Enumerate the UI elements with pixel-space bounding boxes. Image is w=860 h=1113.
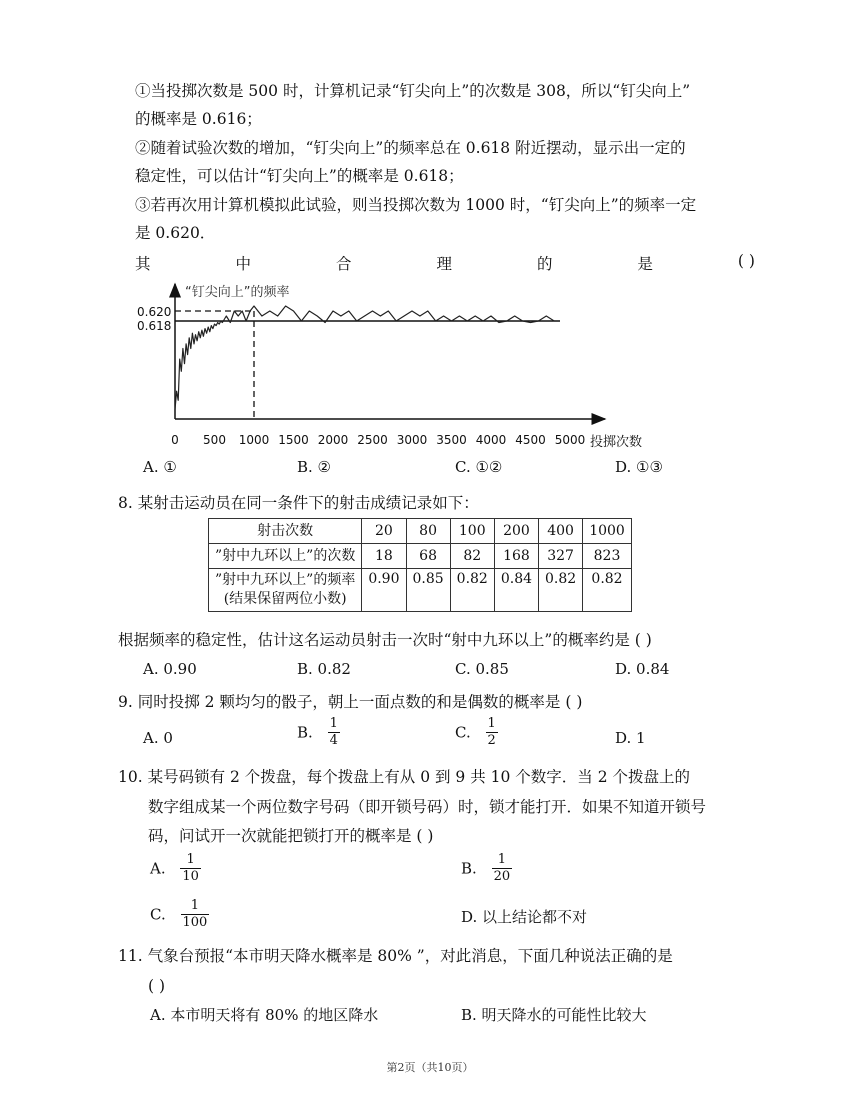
table-cell: 80	[406, 519, 450, 544]
q7-word: 是	[637, 255, 653, 273]
x-tick-label: 1000	[238, 433, 270, 447]
x-tick-label: 2500	[357, 433, 388, 447]
q7-option-d[interactable]: D. ①③	[615, 458, 663, 476]
q7-statement-1-line-2: 的概率是 0.616；	[135, 110, 262, 128]
q7-answer-bracket: ( )	[737, 252, 755, 270]
q8-question: 根据频率的稳定性，估计这名运动员射击一次时“射中九环以上”的概率约是 ( )	[118, 631, 652, 649]
q7-statement-2-line-1: ②随着试验次数的增加，“钉尖向上”的频率总在 0.618 附近摆动，显示出一定的	[135, 139, 686, 157]
q7-option-c[interactable]: C. ①②	[455, 458, 503, 476]
q7-statement-2-line-2: 稳定性，可以估计“钉尖向上”的概率是 0.618；	[135, 167, 464, 185]
fraction-numerator: 1	[492, 852, 513, 869]
table-row	[209, 519, 632, 544]
q10-line-3: 码，问试开一次就能把锁打开的概率是 ( )	[148, 827, 434, 845]
q7-word: 中	[235, 255, 251, 273]
table-cell: 68	[406, 544, 450, 569]
x-tick-label: 1500	[278, 433, 309, 447]
q8-option-a[interactable]: A. 0.90	[143, 660, 197, 678]
x-tick-label: 4500	[515, 433, 546, 447]
q7-question-line	[135, 252, 755, 274]
fraction-denominator: 100	[182, 915, 208, 930]
q10-a-label: A.	[150, 859, 166, 878]
q9-c-label: C.	[455, 723, 471, 742]
q11-line-1: 11. 气象台预报“本市明天降水概率是 80% ”，对此消息，下面几种说法正确的是	[118, 947, 673, 965]
q9-option-b[interactable]	[297, 716, 340, 749]
fraction-denominator: 10	[182, 869, 199, 884]
page-footer: 第2页（共10页）	[386, 1061, 474, 1074]
q7-statement-3-line-1: ③若再次用计算机模拟此试验，则当投掷次数为 1000 时，“钉尖向上”的频率一定	[135, 196, 697, 214]
table-cell: 1000	[583, 519, 632, 544]
q8-option-d[interactable]: D. 0.84	[615, 660, 670, 678]
fraction-denominator: 4	[329, 733, 338, 748]
q11-option-a[interactable]: A. 本市明天将有 80% 的地区降水	[150, 1006, 379, 1024]
q7-option-a[interactable]: A. ①	[143, 458, 177, 476]
table-header-cell: ”射中九环以上”的次数	[209, 544, 362, 569]
x-axis-label: 投掷次数	[590, 435, 643, 450]
q9-option-c[interactable]	[455, 716, 498, 749]
q7-option-b[interactable]: B. ②	[297, 458, 332, 476]
freq-header-line-2: (结果保留两位小数)	[223, 591, 347, 607]
fraction-numerator: 1	[329, 716, 338, 731]
y-tick-0618: 0.618	[137, 319, 172, 333]
table-cell: 82	[450, 544, 494, 569]
x-tick-label: 0	[171, 433, 179, 447]
q10-option-c[interactable]	[150, 898, 209, 931]
fraction	[486, 716, 498, 749]
q7-word: 合	[335, 255, 352, 273]
fraction	[180, 852, 201, 885]
table-row	[209, 569, 632, 612]
q11-option-b[interactable]: B. 明天降水的可能性比较大	[461, 1006, 647, 1024]
fraction	[492, 852, 513, 885]
q8-option-b[interactable]: B. 0.82	[297, 660, 351, 678]
q10-c-label: C.	[150, 905, 166, 924]
q7-statement-1-line-1: ①当投掷次数是 500 时，计算机记录“钉尖向上”的次数是 308，所以“钉尖向上”	[135, 82, 691, 100]
q11-line-2: ( )	[148, 977, 166, 995]
frequency-chart	[0, 278, 860, 458]
table-cell: 0.82	[539, 569, 583, 612]
q8-option-c[interactable]: C. 0.85	[455, 660, 509, 678]
q7-word: 其	[135, 255, 151, 273]
q10-option-d[interactable]: D. 以上结论都不对	[461, 908, 588, 926]
fraction-numerator: 1	[180, 852, 201, 869]
table-cell: 20	[362, 519, 406, 544]
plot-area	[175, 306, 560, 419]
table-header-cell: 射击次数	[209, 519, 362, 544]
q7-statement-3-line-2: 是 0.620．	[135, 224, 216, 242]
q10-line-2: 数字组成某一个两位数字号码（即开锁号码）时，锁才能打开．如果不知道开锁号	[148, 798, 707, 816]
shooting-table	[208, 518, 632, 612]
freq-header-line-1: ”射中九环以上”的频率	[215, 572, 356, 588]
y-tick-0620: 0.620	[137, 305, 172, 319]
table-header-cell	[209, 569, 362, 612]
table-cell: 0.84	[494, 569, 538, 612]
x-tick-label: 4000	[475, 433, 507, 447]
table-cell: 168	[494, 544, 538, 569]
table-cell: 327	[539, 544, 583, 569]
fraction-denominator: 2	[487, 733, 496, 748]
table-cell: 100	[450, 519, 494, 544]
fraction	[328, 716, 340, 749]
q9-option-d[interactable]: D. 1	[615, 729, 646, 747]
table-cell: 400	[539, 519, 583, 544]
table-row	[209, 544, 632, 569]
q10-option-b[interactable]	[461, 852, 512, 885]
fraction-denominator: 20	[493, 869, 511, 884]
table-cell: 0.82	[450, 569, 494, 612]
table-cell: 823	[583, 544, 632, 569]
q8-prompt: 8. 某射击运动员在同一条件下的射击成绩记录如下：	[118, 494, 479, 512]
fraction-numerator: 1	[181, 898, 210, 915]
x-tick-label: 3500	[436, 433, 467, 447]
q10-b-label: B.	[461, 859, 477, 878]
fraction-numerator: 1	[487, 716, 496, 731]
table-cell: 0.90	[362, 569, 406, 612]
x-tick-label: 5000	[554, 433, 586, 447]
table-cell: 0.82	[583, 569, 632, 612]
x-tick-label: 3000	[396, 433, 428, 447]
table-cell: 0.85	[406, 569, 450, 612]
q10-line-1: 10. 某号码锁有 2 个拨盘，每个拨盘上有从 0 到 9 共 10 个数字．当 2 个拨盘上的	[118, 768, 691, 786]
fraction	[181, 898, 210, 931]
q9-prompt: 9. 同时投掷 2 颗均匀的骰子，朝上一面点数的和是偶数的概率是 ( )	[118, 693, 583, 711]
y-axis-label: “钉尖向上”的频率	[185, 285, 290, 300]
q9-option-a[interactable]: A. 0	[143, 729, 173, 747]
q7-word: 理	[436, 255, 452, 273]
q7-word: 的	[536, 255, 553, 273]
table-cell: 18	[362, 544, 406, 569]
x-tick-labels	[171, 433, 585, 447]
x-tick-label: 500	[203, 433, 226, 447]
q9-b-label: B.	[297, 723, 313, 742]
q10-option-a[interactable]	[150, 852, 201, 885]
x-tick-label: 2000	[317, 433, 349, 447]
table-cell: 200	[494, 519, 538, 544]
